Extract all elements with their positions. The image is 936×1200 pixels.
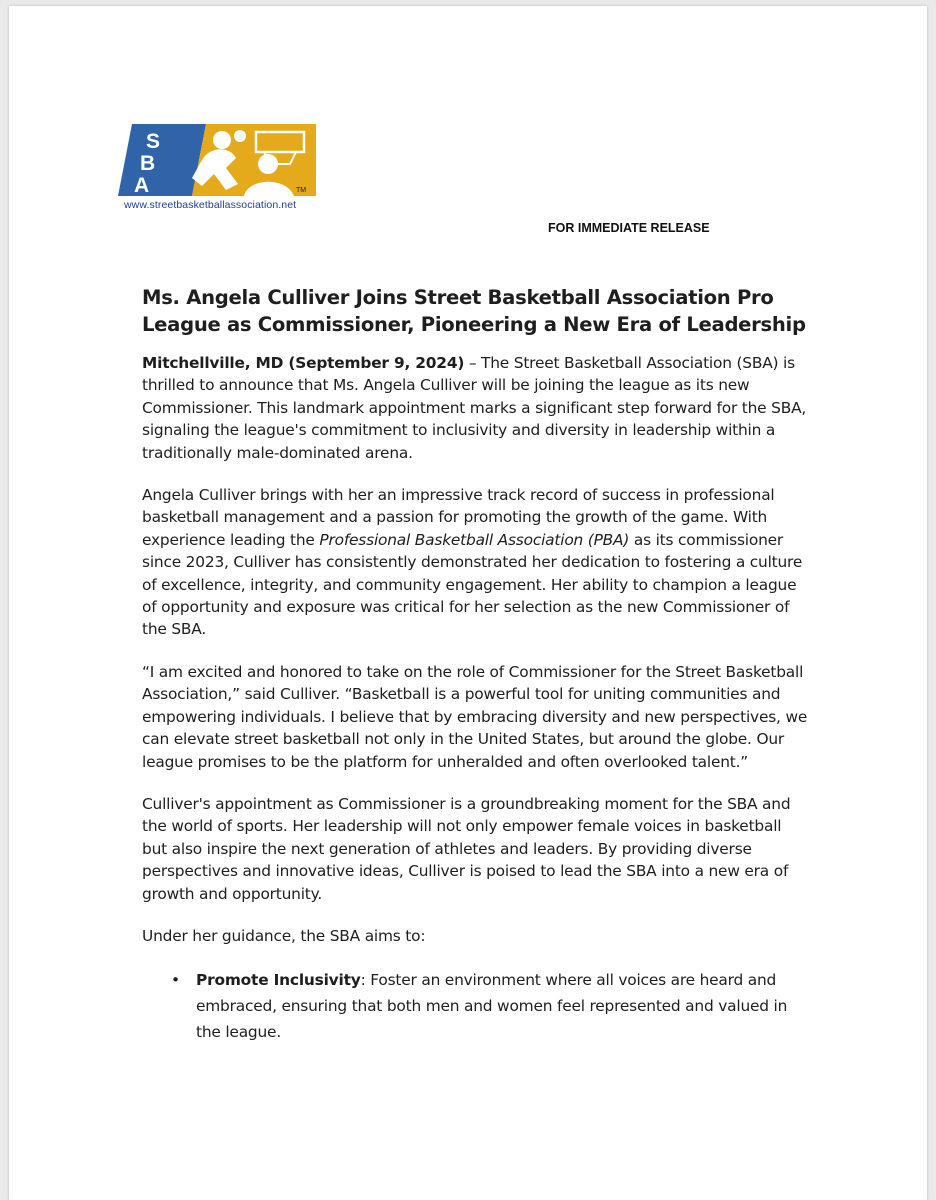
paragraph-4: Culliver's appointment as Commissioner is a groundbreaking moment for the SBA and the world of sports. Her leadership will not only empower female voices in basketball but also inspire the next generation of athletes and leaders. By providing diverse perspectives and innovative ideas, Culliver is poised to lead the SBA into a new era of growth and opportunity. [142,794,791,903]
paragraph-2-text-b: as its commissioner since 2023, Culliver has consistently demonstrated her dedication to fostering a culture of excellence, integrity, and community engagement. Her ability to champion a league of opportunity and exposure was critical for her selection as the new Commissioner of the SBA. [142,530,803,639]
logo-letter-a: A [134,174,150,197]
bullet-marker: • [171,971,180,990]
logo-letter-b: B [140,152,156,175]
dateline: Mitchellville, MD (September 9, 2024) [142,354,465,372]
paragraph-2 [142,484,810,641]
aims-list [142,967,810,1045]
logo-url: www.streetbasketballassociation.net [124,199,297,211]
paragraph-1 [142,352,810,464]
aim-text: : Foster an environment where all voices are heard and embraced, ensuring that both men and women feel represented and valued in the league. [196,971,788,1042]
paragraph-1-text: – The Street Basketball Association (SBA) is thrilled to announce that Ms. Angela Culliver will be joining the league as its new Commissioner. This landmark appointment marks a significant step forward for the SBA, signaling the league's commitment to inclusivity and diversity in leadership within a traditionally male-dominated arena. [142,354,807,462]
pba-name: Professional Basketball Association (PBA) [319,530,630,549]
article-body [142,284,810,1045]
logo-letter-s: S [146,130,161,153]
paragraph-2-text-a: Angela Culliver brings with her an impressive track record of success in professional basketball management and a passion for promoting the growth of the game. With experience leading the [142,486,775,549]
headline: Ms. Angela Culliver Joins Street Basketball Association Pro League as Commissioner, Pioneering a New Era of Leadership [142,286,806,336]
aim-term: Promote Inclusivity [196,971,361,990]
aims-intro: Under her guidance, the SBA aims to: [142,926,426,945]
list-item [171,967,810,1045]
quote-paragraph: “I am excited and honored to take on the role of Commissioner for the Street Basketball Association,” said Culliver. “Basketball is a powerful tool for uniting communities and empowering individuals. I believe that by embracing diversity and new perspectives, we can elevate street basketball not only in the United States, but around the globe. Our league promises to be the platform for unheralded and often overlooked talent.” [142,662,808,771]
logo-tm: TM [296,187,307,194]
release-label: FOR IMMEDIATE RELEASE [548,221,710,235]
